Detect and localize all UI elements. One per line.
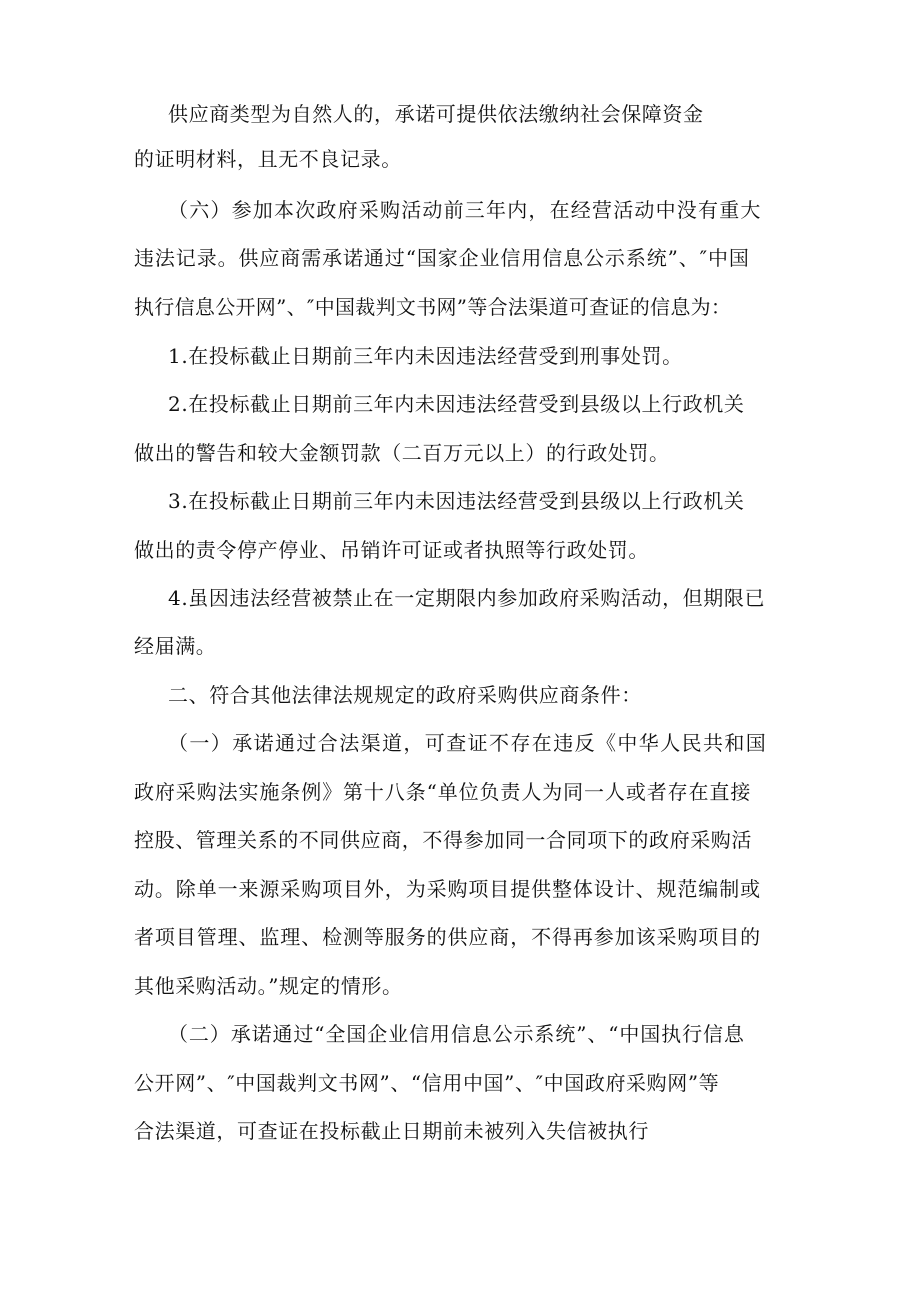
body-text-line: 其他采购活动。”规定的情形。	[134, 974, 403, 998]
body-text-line: 做出的责令停产停业、吊销许可证或者执照等行政处罚。	[134, 538, 649, 562]
body-text-line: 合法渠道，可查证在投标截止日期前未被列入失信被执行	[134, 1119, 649, 1143]
list-item-2: 2.在投标截止日期前三年内未因违法经营受到县级以上行政机关	[168, 392, 745, 416]
body-text-line: 供应商类型为自然人的，承诺可提供依法缴纳社会保障资金	[168, 102, 704, 126]
body-text-line: 经届满。	[134, 634, 217, 658]
body-text-line: 控股、管理关系的不同供应商，不得参加同一合同项下的政府采购活	[134, 828, 752, 852]
list-item-1: 1.在投标截止日期前三年内未因违法经营受到刑事处罚。	[168, 344, 683, 368]
body-text-line: 执行信息公开网”、″中国裁判文书网”等合法渠道可查证的信息为：	[134, 295, 732, 319]
section-paragraph-start: （一）承诺通过合法渠道，可查证不存在违反《中华人民共和国	[168, 731, 768, 755]
section-paragraph-start: （二）承诺通过“全国企业信用信息公示系统”、“中国执行信息	[168, 1022, 745, 1046]
body-text-line: 违法记录。供应商需承诺通过“国家企业信用信息公示系统”、″中国	[134, 246, 750, 270]
section-paragraph-start: （六）参加本次政府采购活动前三年内，在经营活动中没有重大	[168, 198, 762, 222]
body-text-line: 动。除单一来源采购项目外，为采购项目提供整体设计、规范编制或	[134, 877, 761, 901]
list-item-4: 4.虽因违法经营被禁止在一定期限内参加政府采购活动，但期限已	[168, 586, 766, 610]
body-text-line: 做出的警告和较大金额罚款（二百万元以上）的行政处罚。	[134, 441, 670, 465]
section-heading: 二、符合其他法律法规规定的政府采购供应商条件：	[168, 683, 642, 707]
list-item-3: 3.在投标截止日期前三年内未因违法经营受到县级以上行政机关	[168, 489, 745, 513]
body-text-line: 公开网”、″中国裁判文书网”、“信用中国”、″中国政府采购网”等	[134, 1071, 720, 1095]
body-text-line: 的证明材料，且无不良记录。	[134, 147, 402, 171]
body-text-line: 政府采购法实施条例》第十八条“单位负责人为同一人或者存在直接	[134, 780, 752, 804]
body-text-line: 者项目管理、监理、检测等服务的供应商，不得再参加该采购项目的	[134, 925, 761, 949]
